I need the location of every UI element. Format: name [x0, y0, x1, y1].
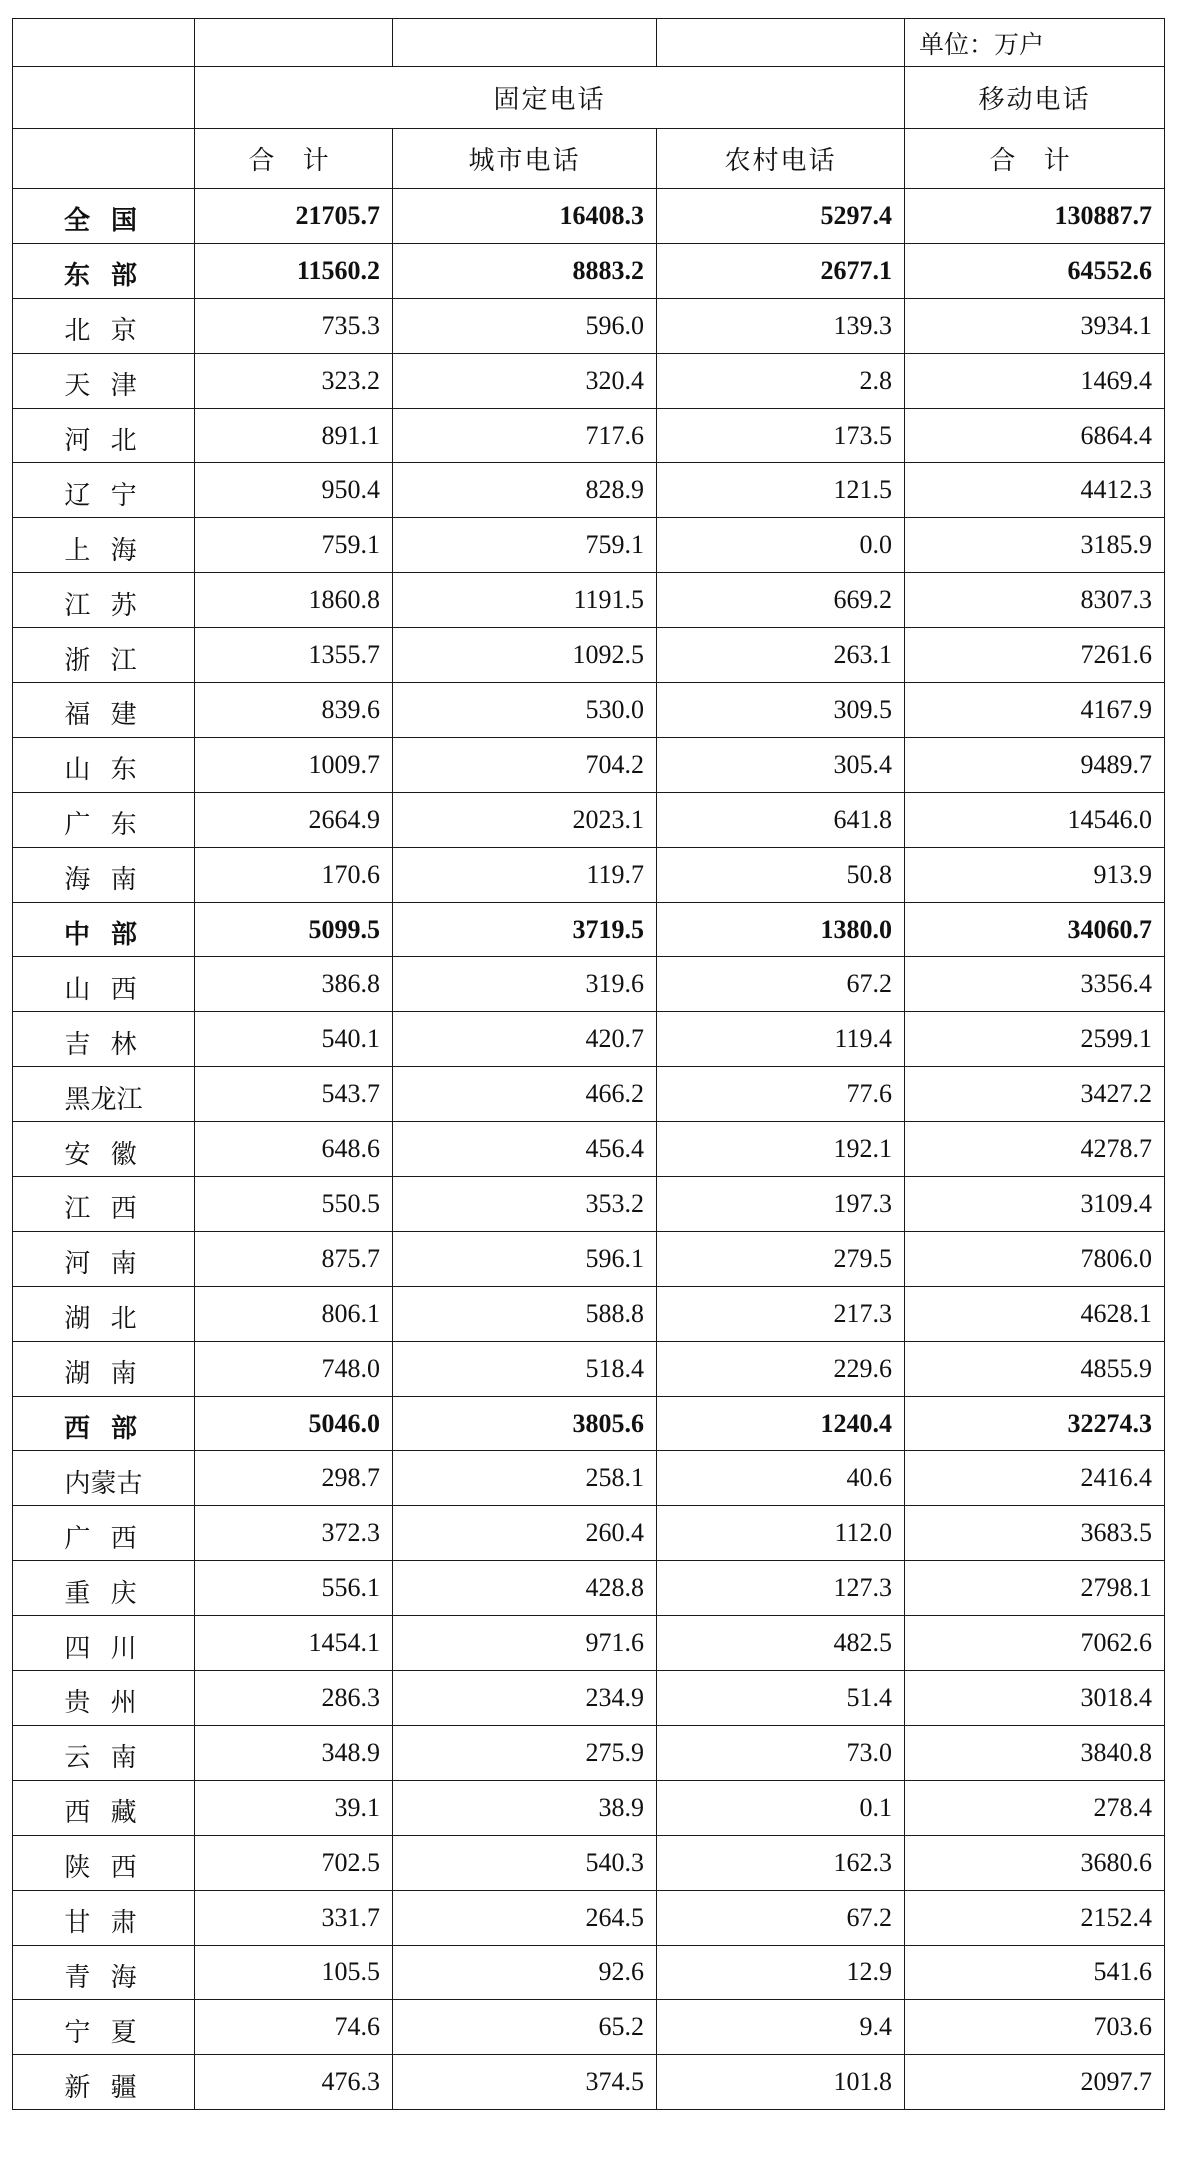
region-cell: 吉 林 [13, 1012, 195, 1067]
total-cell: 556.1 [195, 1561, 393, 1616]
total-cell: 11560.2 [195, 243, 393, 298]
table-row [13, 353, 1165, 408]
mobile-cell: 7062.6 [905, 1616, 1165, 1671]
region-cell: 山 东 [13, 737, 195, 792]
region-cell: 贵 州 [13, 1671, 195, 1726]
mobile-cell: 703.6 [905, 2000, 1165, 2055]
total-cell: 348.9 [195, 1725, 393, 1780]
region-cell: 黑龙江 [13, 1067, 195, 1122]
table-row [13, 1725, 1165, 1780]
table-row [13, 792, 1165, 847]
rural-cell: 67.2 [657, 1890, 905, 1945]
rural-cell: 139.3 [657, 298, 905, 353]
table-body [13, 19, 1165, 2110]
region-cell: 东 部 [13, 243, 195, 298]
mobile-cell: 3934.1 [905, 298, 1165, 353]
region-cell: 四 川 [13, 1616, 195, 1671]
empty-cell [393, 19, 657, 67]
mobile-cell: 6864.4 [905, 408, 1165, 463]
total-cell: 1860.8 [195, 573, 393, 628]
mobile-cell: 2097.7 [905, 2055, 1165, 2110]
table-row [13, 1890, 1165, 1945]
total-cell: 550.5 [195, 1177, 393, 1232]
table-row [13, 1671, 1165, 1726]
rural-cell: 279.5 [657, 1231, 905, 1286]
mobile-cell: 130887.7 [905, 189, 1165, 244]
table-row [13, 1616, 1165, 1671]
rural-cell: 2.8 [657, 353, 905, 408]
mobile-cell: 3680.6 [905, 1835, 1165, 1890]
total-cell: 1454.1 [195, 1616, 393, 1671]
table-row [13, 1231, 1165, 1286]
rural-cell: 50.8 [657, 847, 905, 902]
region-cell: 西 部 [13, 1396, 195, 1451]
mobile-cell: 278.4 [905, 1780, 1165, 1835]
total-cell: 476.3 [195, 2055, 393, 2110]
empty-cell [657, 19, 905, 67]
mobile-cell: 3683.5 [905, 1506, 1165, 1561]
urban-header: 城市电话 [393, 129, 657, 189]
region-cell: 新 疆 [13, 2055, 195, 2110]
table-row [13, 1286, 1165, 1341]
urban-cell: 428.8 [393, 1561, 657, 1616]
total-cell: 170.6 [195, 847, 393, 902]
total-cell: 540.1 [195, 1012, 393, 1067]
region-cell: 全 国 [13, 189, 195, 244]
mobile-phone-header: 移动电话 [905, 67, 1165, 129]
urban-cell: 65.2 [393, 2000, 657, 2055]
total-cell: 950.4 [195, 463, 393, 518]
rural-cell: 5297.4 [657, 189, 905, 244]
empty-cell [13, 67, 195, 129]
empty-cell [195, 19, 393, 67]
rural-cell: 112.0 [657, 1506, 905, 1561]
mobile-cell: 2599.1 [905, 1012, 1165, 1067]
region-cell: 上 海 [13, 518, 195, 573]
table-row [13, 847, 1165, 902]
table-row [13, 189, 1165, 244]
urban-cell: 319.6 [393, 957, 657, 1012]
total-cell: 1355.7 [195, 628, 393, 683]
table-row [13, 1835, 1165, 1890]
urban-cell: 119.7 [393, 847, 657, 902]
rural-cell: 482.5 [657, 1616, 905, 1671]
rural-cell: 127.3 [657, 1561, 905, 1616]
urban-cell: 518.4 [393, 1341, 657, 1396]
urban-cell: 258.1 [393, 1451, 657, 1506]
region-cell: 甘 肃 [13, 1890, 195, 1945]
mobile-cell: 34060.7 [905, 902, 1165, 957]
table-row [13, 737, 1165, 792]
urban-cell: 828.9 [393, 463, 657, 518]
total-cell: 74.6 [195, 2000, 393, 2055]
mobile-cell: 8307.3 [905, 573, 1165, 628]
rural-cell: 162.3 [657, 1835, 905, 1890]
region-cell: 湖 南 [13, 1341, 195, 1396]
urban-cell: 353.2 [393, 1177, 657, 1232]
mobile-cell: 3185.9 [905, 518, 1165, 573]
table-row [13, 1780, 1165, 1835]
total-cell: 5046.0 [195, 1396, 393, 1451]
urban-cell: 38.9 [393, 1780, 657, 1835]
urban-cell: 717.6 [393, 408, 657, 463]
region-cell: 中 部 [13, 902, 195, 957]
unit-label: 单位：万户 [905, 19, 1165, 67]
mobile-cell: 14546.0 [905, 792, 1165, 847]
total-cell: 806.1 [195, 1286, 393, 1341]
urban-cell: 3805.6 [393, 1396, 657, 1451]
rural-cell: 0.1 [657, 1780, 905, 1835]
rural-cell: 217.3 [657, 1286, 905, 1341]
total-cell: 839.6 [195, 683, 393, 738]
urban-cell: 92.6 [393, 1945, 657, 2000]
region-cell: 内蒙古 [13, 1451, 195, 1506]
urban-cell: 234.9 [393, 1671, 657, 1726]
table-row [13, 1396, 1165, 1451]
mobile-cell: 7806.0 [905, 1231, 1165, 1286]
mobile-cell: 2798.1 [905, 1561, 1165, 1616]
region-cell: 山 西 [13, 957, 195, 1012]
mobile-cell: 541.6 [905, 1945, 1165, 2000]
total-cell: 2664.9 [195, 792, 393, 847]
table-row [13, 1341, 1165, 1396]
rural-cell: 121.5 [657, 463, 905, 518]
table-row [13, 683, 1165, 738]
table-row [13, 1561, 1165, 1616]
total-cell: 5099.5 [195, 902, 393, 957]
mobile-cell: 4278.7 [905, 1122, 1165, 1177]
urban-cell: 759.1 [393, 518, 657, 573]
rural-cell: 77.6 [657, 1067, 905, 1122]
region-cell: 安 徽 [13, 1122, 195, 1177]
mobile-cell: 4412.3 [905, 463, 1165, 518]
sub-header-row [13, 129, 1165, 189]
rural-cell: 309.5 [657, 683, 905, 738]
region-cell: 青 海 [13, 1945, 195, 2000]
total-cell: 372.3 [195, 1506, 393, 1561]
table-row [13, 298, 1165, 353]
rural-cell: 641.8 [657, 792, 905, 847]
region-cell: 浙 江 [13, 628, 195, 683]
rural-cell: 9.4 [657, 2000, 905, 2055]
mobile-cell: 3018.4 [905, 1671, 1165, 1726]
rural-cell: 51.4 [657, 1671, 905, 1726]
mobile-cell: 3356.4 [905, 957, 1165, 1012]
total-cell: 39.1 [195, 1780, 393, 1835]
urban-cell: 466.2 [393, 1067, 657, 1122]
fixed-total-header: 合 计 [195, 129, 393, 189]
total-cell: 735.3 [195, 298, 393, 353]
mobile-cell: 1469.4 [905, 353, 1165, 408]
rural-cell: 67.2 [657, 957, 905, 1012]
urban-cell: 275.9 [393, 1725, 657, 1780]
rural-cell: 40.6 [657, 1451, 905, 1506]
table-row [13, 518, 1165, 573]
region-cell: 广 东 [13, 792, 195, 847]
rural-cell: 73.0 [657, 1725, 905, 1780]
region-cell: 重 庆 [13, 1561, 195, 1616]
telephone-subscribers-table [12, 18, 1165, 2110]
region-cell: 广 西 [13, 1506, 195, 1561]
urban-cell: 596.1 [393, 1231, 657, 1286]
table-row [13, 1122, 1165, 1177]
table-row [13, 1945, 1165, 2000]
rural-cell: 12.9 [657, 1945, 905, 2000]
table-row [13, 1012, 1165, 1067]
unit-row [13, 19, 1165, 67]
rural-cell: 192.1 [657, 1122, 905, 1177]
table-row [13, 628, 1165, 683]
total-cell: 759.1 [195, 518, 393, 573]
mobile-cell: 9489.7 [905, 737, 1165, 792]
total-cell: 648.6 [195, 1122, 393, 1177]
region-cell: 河 北 [13, 408, 195, 463]
rural-cell: 119.4 [657, 1012, 905, 1067]
mobile-cell: 3427.2 [905, 1067, 1165, 1122]
total-cell: 875.7 [195, 1231, 393, 1286]
urban-cell: 374.5 [393, 2055, 657, 2110]
total-cell: 748.0 [195, 1341, 393, 1396]
urban-cell: 456.4 [393, 1122, 657, 1177]
mobile-total-header: 合 计 [905, 129, 1165, 189]
fixed-phone-header: 固定电话 [195, 67, 905, 129]
mobile-cell: 7261.6 [905, 628, 1165, 683]
urban-cell: 420.7 [393, 1012, 657, 1067]
table-row [13, 2000, 1165, 2055]
rural-cell: 101.8 [657, 2055, 905, 2110]
urban-cell: 320.4 [393, 353, 657, 408]
region-cell: 辽 宁 [13, 463, 195, 518]
empty-cell [13, 19, 195, 67]
mobile-cell: 913.9 [905, 847, 1165, 902]
table-row [13, 1506, 1165, 1561]
table-row [13, 408, 1165, 463]
region-cell: 天 津 [13, 353, 195, 408]
table-row [13, 902, 1165, 957]
total-cell: 702.5 [195, 1835, 393, 1890]
table-row [13, 463, 1165, 518]
rural-cell: 173.5 [657, 408, 905, 463]
region-cell: 西 藏 [13, 1780, 195, 1835]
mobile-cell: 4855.9 [905, 1341, 1165, 1396]
mobile-cell: 64552.6 [905, 243, 1165, 298]
rural-cell: 229.6 [657, 1341, 905, 1396]
rural-cell: 669.2 [657, 573, 905, 628]
total-cell: 543.7 [195, 1067, 393, 1122]
urban-cell: 2023.1 [393, 792, 657, 847]
table-row [13, 573, 1165, 628]
table-row [13, 243, 1165, 298]
rural-cell: 0.0 [657, 518, 905, 573]
region-cell: 海 南 [13, 847, 195, 902]
region-cell: 湖 北 [13, 1286, 195, 1341]
rural-cell: 305.4 [657, 737, 905, 792]
urban-cell: 3719.5 [393, 902, 657, 957]
region-cell: 宁 夏 [13, 2000, 195, 2055]
mobile-cell: 3109.4 [905, 1177, 1165, 1232]
urban-cell: 704.2 [393, 737, 657, 792]
urban-cell: 971.6 [393, 1616, 657, 1671]
table-row [13, 957, 1165, 1012]
total-cell: 386.8 [195, 957, 393, 1012]
total-cell: 331.7 [195, 1890, 393, 1945]
urban-cell: 596.0 [393, 298, 657, 353]
urban-cell: 260.4 [393, 1506, 657, 1561]
urban-cell: 8883.2 [393, 243, 657, 298]
table-row [13, 1451, 1165, 1506]
region-cell: 云 南 [13, 1725, 195, 1780]
mobile-cell: 3840.8 [905, 1725, 1165, 1780]
mobile-cell: 2416.4 [905, 1451, 1165, 1506]
urban-cell: 540.3 [393, 1835, 657, 1890]
group-header-row [13, 67, 1165, 129]
mobile-cell: 32274.3 [905, 1396, 1165, 1451]
rural-cell: 197.3 [657, 1177, 905, 1232]
total-cell: 1009.7 [195, 737, 393, 792]
region-cell: 北 京 [13, 298, 195, 353]
rural-cell: 263.1 [657, 628, 905, 683]
mobile-cell: 2152.4 [905, 1890, 1165, 1945]
rural-header: 农村电话 [657, 129, 905, 189]
mobile-cell: 4628.1 [905, 1286, 1165, 1341]
rural-cell: 1380.0 [657, 902, 905, 957]
total-cell: 891.1 [195, 408, 393, 463]
region-cell: 江 苏 [13, 573, 195, 628]
total-cell: 286.3 [195, 1671, 393, 1726]
total-cell: 323.2 [195, 353, 393, 408]
empty-cell [13, 129, 195, 189]
urban-cell: 530.0 [393, 683, 657, 738]
urban-cell: 264.5 [393, 1890, 657, 1945]
total-cell: 298.7 [195, 1451, 393, 1506]
table-row [13, 2055, 1165, 2110]
total-cell: 21705.7 [195, 189, 393, 244]
urban-cell: 588.8 [393, 1286, 657, 1341]
urban-cell: 1191.5 [393, 573, 657, 628]
urban-cell: 16408.3 [393, 189, 657, 244]
region-cell: 江 西 [13, 1177, 195, 1232]
rural-cell: 2677.1 [657, 243, 905, 298]
region-cell: 陕 西 [13, 1835, 195, 1890]
region-cell: 福 建 [13, 683, 195, 738]
total-cell: 105.5 [195, 1945, 393, 2000]
region-cell: 河 南 [13, 1231, 195, 1286]
table-row [13, 1067, 1165, 1122]
urban-cell: 1092.5 [393, 628, 657, 683]
table-row [13, 1177, 1165, 1232]
mobile-cell: 4167.9 [905, 683, 1165, 738]
rural-cell: 1240.4 [657, 1396, 905, 1451]
